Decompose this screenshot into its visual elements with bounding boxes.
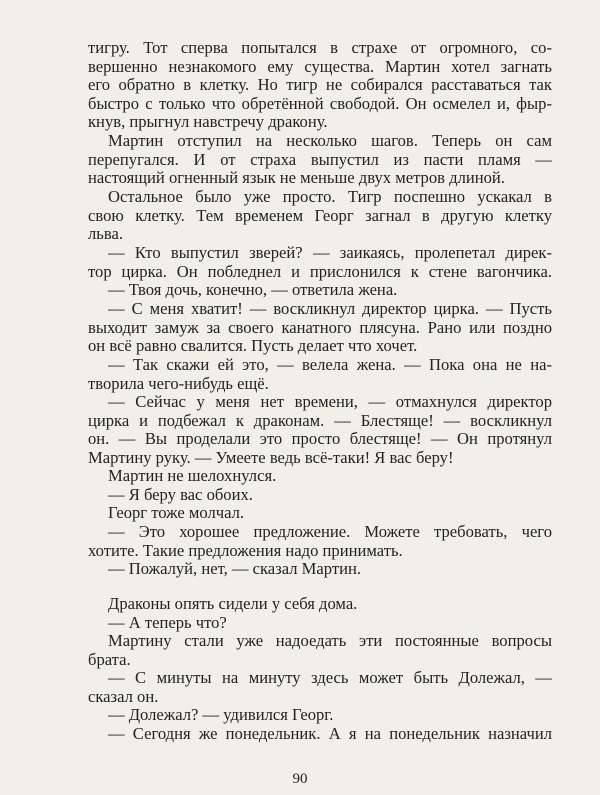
text-line: свою клетку. Тем временем Георг загнал в другую клетку xyxy=(88,205,552,225)
text-line: — Долежал? — удивился Георг. xyxy=(108,705,334,724)
text-line: его обратно в клетку. Но тигр не собирался расставаться так xyxy=(88,75,552,94)
text-line: Остальное было уже просто. Тигр поспешно ускакал в xyxy=(108,187,552,206)
text-line: он. — Вы проделали это просто блестяще! — Он протянул xyxy=(88,429,552,448)
text-line: тор цирка. Он побледнел и прислонился к стене вагончика. xyxy=(88,261,552,281)
text-line: тигру. Тот сперва попытался в страхе от огромного, со- xyxy=(88,38,552,57)
text-line: льва. xyxy=(88,224,123,243)
text-line: Мартин отступил на несколько шагов. Теперь он сам xyxy=(108,131,552,150)
text-line: — Твоя дочь, конечно, — ответила жена. xyxy=(108,280,398,299)
text-line: вершенно незнакомого ему существа. Мартин хотел загнать xyxy=(88,56,552,76)
text-line: быстро с только что обретённой свободой. Он осмелел и, фыр- xyxy=(88,93,552,113)
text-line: он всё равно свалится. Пусть делает что хочет. xyxy=(88,336,418,355)
text-line: — Пожалуй, нет, — сказал Мартин. xyxy=(108,559,362,578)
page-number: 90 xyxy=(292,771,308,787)
text-line: хотите. Такие предложения надо принимать. xyxy=(88,540,403,560)
text-line: Мартину стали уже надоедать эти постоянные вопросы xyxy=(108,631,552,650)
text-line: настоящий огненный язык не меньше двух метров длиной. xyxy=(88,168,505,187)
text-line: — Это хорошее предложение. Можете требовать, чего xyxy=(108,522,552,541)
text-line: — А теперь что? xyxy=(108,612,227,632)
text-line: цирка и подбежал к драконам. — Блестяще! — воскликнул xyxy=(88,410,552,430)
text-line: перепугался. И от страха выпустил из пасти пламя — xyxy=(88,149,552,169)
text-line: — Сейчас у меня нет времени, — отмахнулся директор xyxy=(108,392,552,411)
text-line: — С минуты на минуту здесь может быть Долежал, — xyxy=(108,668,552,687)
text-line: Драконы опять сидели у себя дома. xyxy=(108,594,358,613)
text-line: — Сегодня же понедельник. А я на понедельник назначил xyxy=(108,724,552,743)
text-line: Мартину руку. — Умеете ведь всё-таки! Я вас беру! xyxy=(88,447,454,467)
text-line: — Так скажи ей это, — велела жена. — Пока она не на- xyxy=(108,355,552,374)
text-line: — Я беру вас обоих. xyxy=(108,484,253,504)
text-line: сказал он. xyxy=(88,686,159,706)
text-line: Георг тоже молчал. xyxy=(108,503,245,522)
text-line: — С меня хватит! — воскликнул директор цирка. — Пусть xyxy=(108,299,552,318)
text-line: кнув, прыгнул навстречу дракону. xyxy=(88,112,328,131)
text-line: творила чего-нибудь ещё. xyxy=(88,373,269,393)
text-line: брата. xyxy=(88,649,131,669)
text-line: Мартин не шелохнулся. xyxy=(108,466,277,485)
text-line: — Кто выпустил зверей? — заикаясь, пролепетал дирек- xyxy=(108,243,552,262)
text-line: выходит замуж за своего канатного плясуна. Рано или поздно xyxy=(88,317,552,337)
